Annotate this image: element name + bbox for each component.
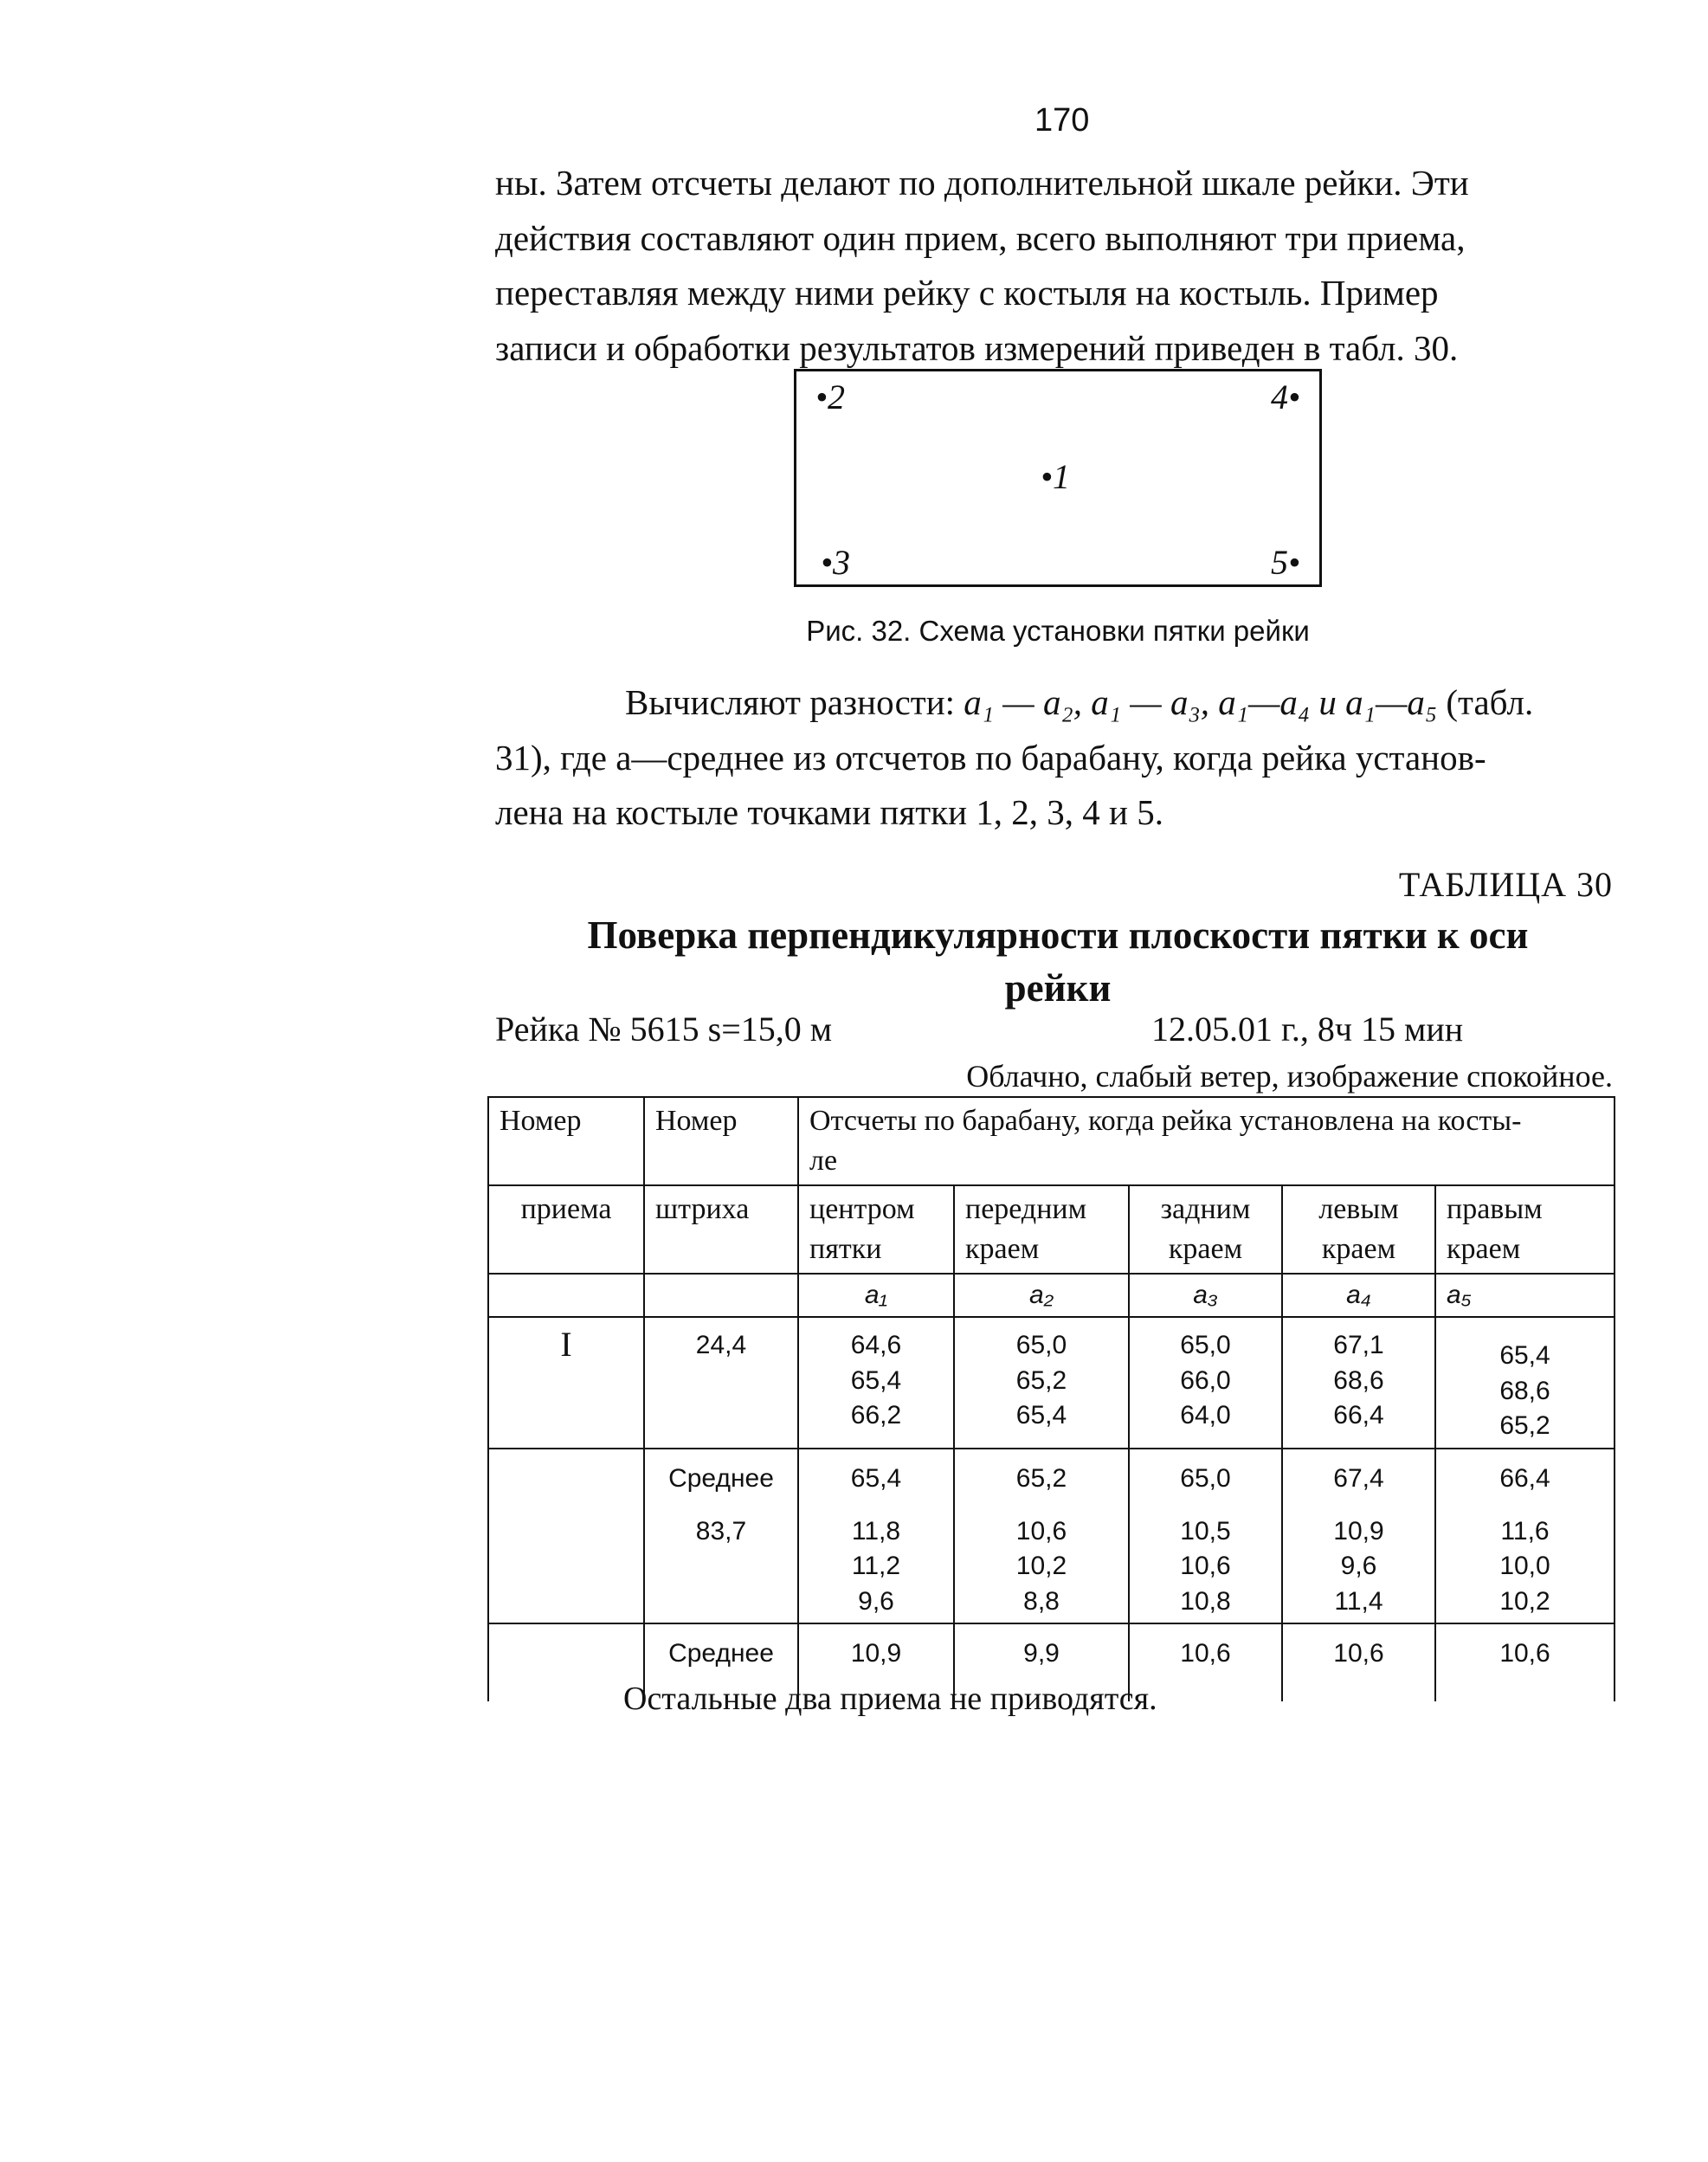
point-3: •3 [821, 543, 851, 582]
subheader-cell: задним краем [1129, 1185, 1282, 1274]
diff-line [495, 675, 1621, 731]
mean-cell: 65,2 [954, 1449, 1129, 1506]
point-5: 5• [1270, 543, 1300, 582]
symbol-row [488, 1274, 1615, 1318]
intro-line: действия составляют один прием, всего выполняют три приема, [495, 217, 1466, 258]
table-title-line: Поверка перпендикулярности плоскости пятки к оси [587, 913, 1529, 957]
mean-cell: 10,6 [1282, 1623, 1435, 1701]
page-number: 170 [1034, 102, 1090, 139]
reading-cell: 10,5 10,6 10,8 [1129, 1506, 1282, 1624]
reading-cell: 10,9 9,6 11,4 [1282, 1506, 1435, 1624]
reading-cell: 10,6 10,2 8,8 [954, 1506, 1129, 1624]
date-time: 12.05.01 г., 8ч 15 мин [1151, 1010, 1464, 1049]
mean-cell: 66,4 [1435, 1449, 1615, 1506]
symbol-cell: a₃ [1129, 1274, 1282, 1318]
mean-cell: 10,6 [1435, 1623, 1615, 1701]
differences-paragraph [495, 675, 1621, 841]
diff-line-start: Вычисляют разности: [625, 682, 964, 722]
empty-cell [488, 1506, 644, 1624]
header-cell: приема [488, 1185, 644, 1274]
subheader-cell: центром пятки [798, 1185, 954, 1274]
symbol-cell: a₂ [954, 1274, 1129, 1318]
table-row [488, 1506, 1615, 1624]
empty-cell [488, 1274, 644, 1318]
symbol-cell: a₅ [1435, 1274, 1615, 1318]
mean-cell: 10,6 [1129, 1623, 1282, 1701]
rod-info: Рейка № 5615 s=15,0 м [495, 1010, 833, 1049]
mean-cell: 65,4 [798, 1449, 954, 1506]
reading-cell: 64,6 65,4 66,2 [798, 1317, 954, 1449]
figure-caption: Рис. 32. Схема установки пятки рейки [806, 615, 1310, 647]
point-2: •2 [815, 378, 846, 416]
header-cell: штриха [644, 1185, 798, 1274]
reading-cell: 11,6 10,0 10,2 [1435, 1506, 1615, 1624]
header-cell: Номер [644, 1097, 798, 1185]
reading-cell: 11,8 11,2 9,6 [798, 1506, 954, 1624]
header-group-cell [798, 1097, 1615, 1185]
intro-line: ны. Затем отсчеты делают по дополнительной шкале рейки. Эти [495, 163, 1469, 203]
point-1: •1 [1041, 457, 1071, 496]
diff-line-end: (табл. [1437, 682, 1534, 722]
footer-note: Остальные два приема не приводятся. [623, 1681, 1157, 1717]
intro-line: переставляя между ними рейку с костыля на костыль. Пример [495, 273, 1439, 313]
point-4: 4• [1270, 378, 1300, 416]
mean-cell: 10,9 [798, 1623, 954, 1701]
empty-cell [644, 1274, 798, 1318]
weather-note: Облачно, слабый ветер, изображение спокойное. [966, 1059, 1613, 1094]
mean-cell: 9,9 [954, 1623, 1129, 1701]
subheader-row [488, 1185, 1615, 1274]
mean-label-cell: Среднее [644, 1623, 798, 1701]
reading-cell: 67,1 68,6 66,4 [1282, 1317, 1435, 1449]
diff-line: лена на костыле точками пятки 1, 2, 3, 4 и 5. [495, 792, 1163, 833]
header-row [488, 1097, 1615, 1185]
diff-line: 31), где a—среднее из отсчетов по барабану, когда рейка установ- [495, 737, 1486, 778]
mean-cell: 67,4 [1282, 1449, 1435, 1506]
stroke-cell: 24,4 [644, 1317, 798, 1449]
subheader-cell: передним краем [954, 1185, 1129, 1274]
mean-label-cell: Среднее [644, 1449, 798, 1506]
stroke-cell: 83,7 [644, 1506, 798, 1624]
reception-cell: I [488, 1317, 644, 1449]
heel-scheme-figure [794, 369, 1322, 587]
table-title [495, 909, 1621, 1015]
intro-paragraph [495, 156, 1621, 376]
table-label: ТАБЛИЦА 30 [1398, 865, 1613, 904]
reading-cell: 65,0 65,2 65,4 [954, 1317, 1129, 1449]
empty-cell [488, 1623, 644, 1701]
readings-table [487, 1096, 1615, 1701]
reading-cell: 65,0 66,0 64,0 [1129, 1317, 1282, 1449]
table-title-line: рейки [1004, 965, 1112, 1010]
empty-cell [488, 1449, 644, 1506]
table-row [488, 1449, 1615, 1506]
subheader-cell: левым краем [1282, 1185, 1435, 1274]
header-group-text: Отсчеты по барабану, когда рейка установлена на косты- [809, 1105, 1522, 1137]
mean-cell: 65,0 [1129, 1449, 1282, 1506]
symbol-cell: a₄ [1282, 1274, 1435, 1318]
subheader-cell: правым краем [1435, 1185, 1615, 1274]
reading-cell: 65,4 68,6 65,2 [1435, 1317, 1615, 1449]
header-cell: Номер [488, 1097, 644, 1185]
symbol-cell: a₁ [798, 1274, 954, 1318]
diff-formula: a₁ — a₂, a₁ — a₃, a₁—a₄ и a₁—a₅ [964, 682, 1438, 722]
header-group-text: ле [809, 1144, 838, 1177]
intro-line: записи и обработки результатов измерений приведен в табл. 30. [495, 327, 1459, 368]
table-row [488, 1317, 1615, 1449]
